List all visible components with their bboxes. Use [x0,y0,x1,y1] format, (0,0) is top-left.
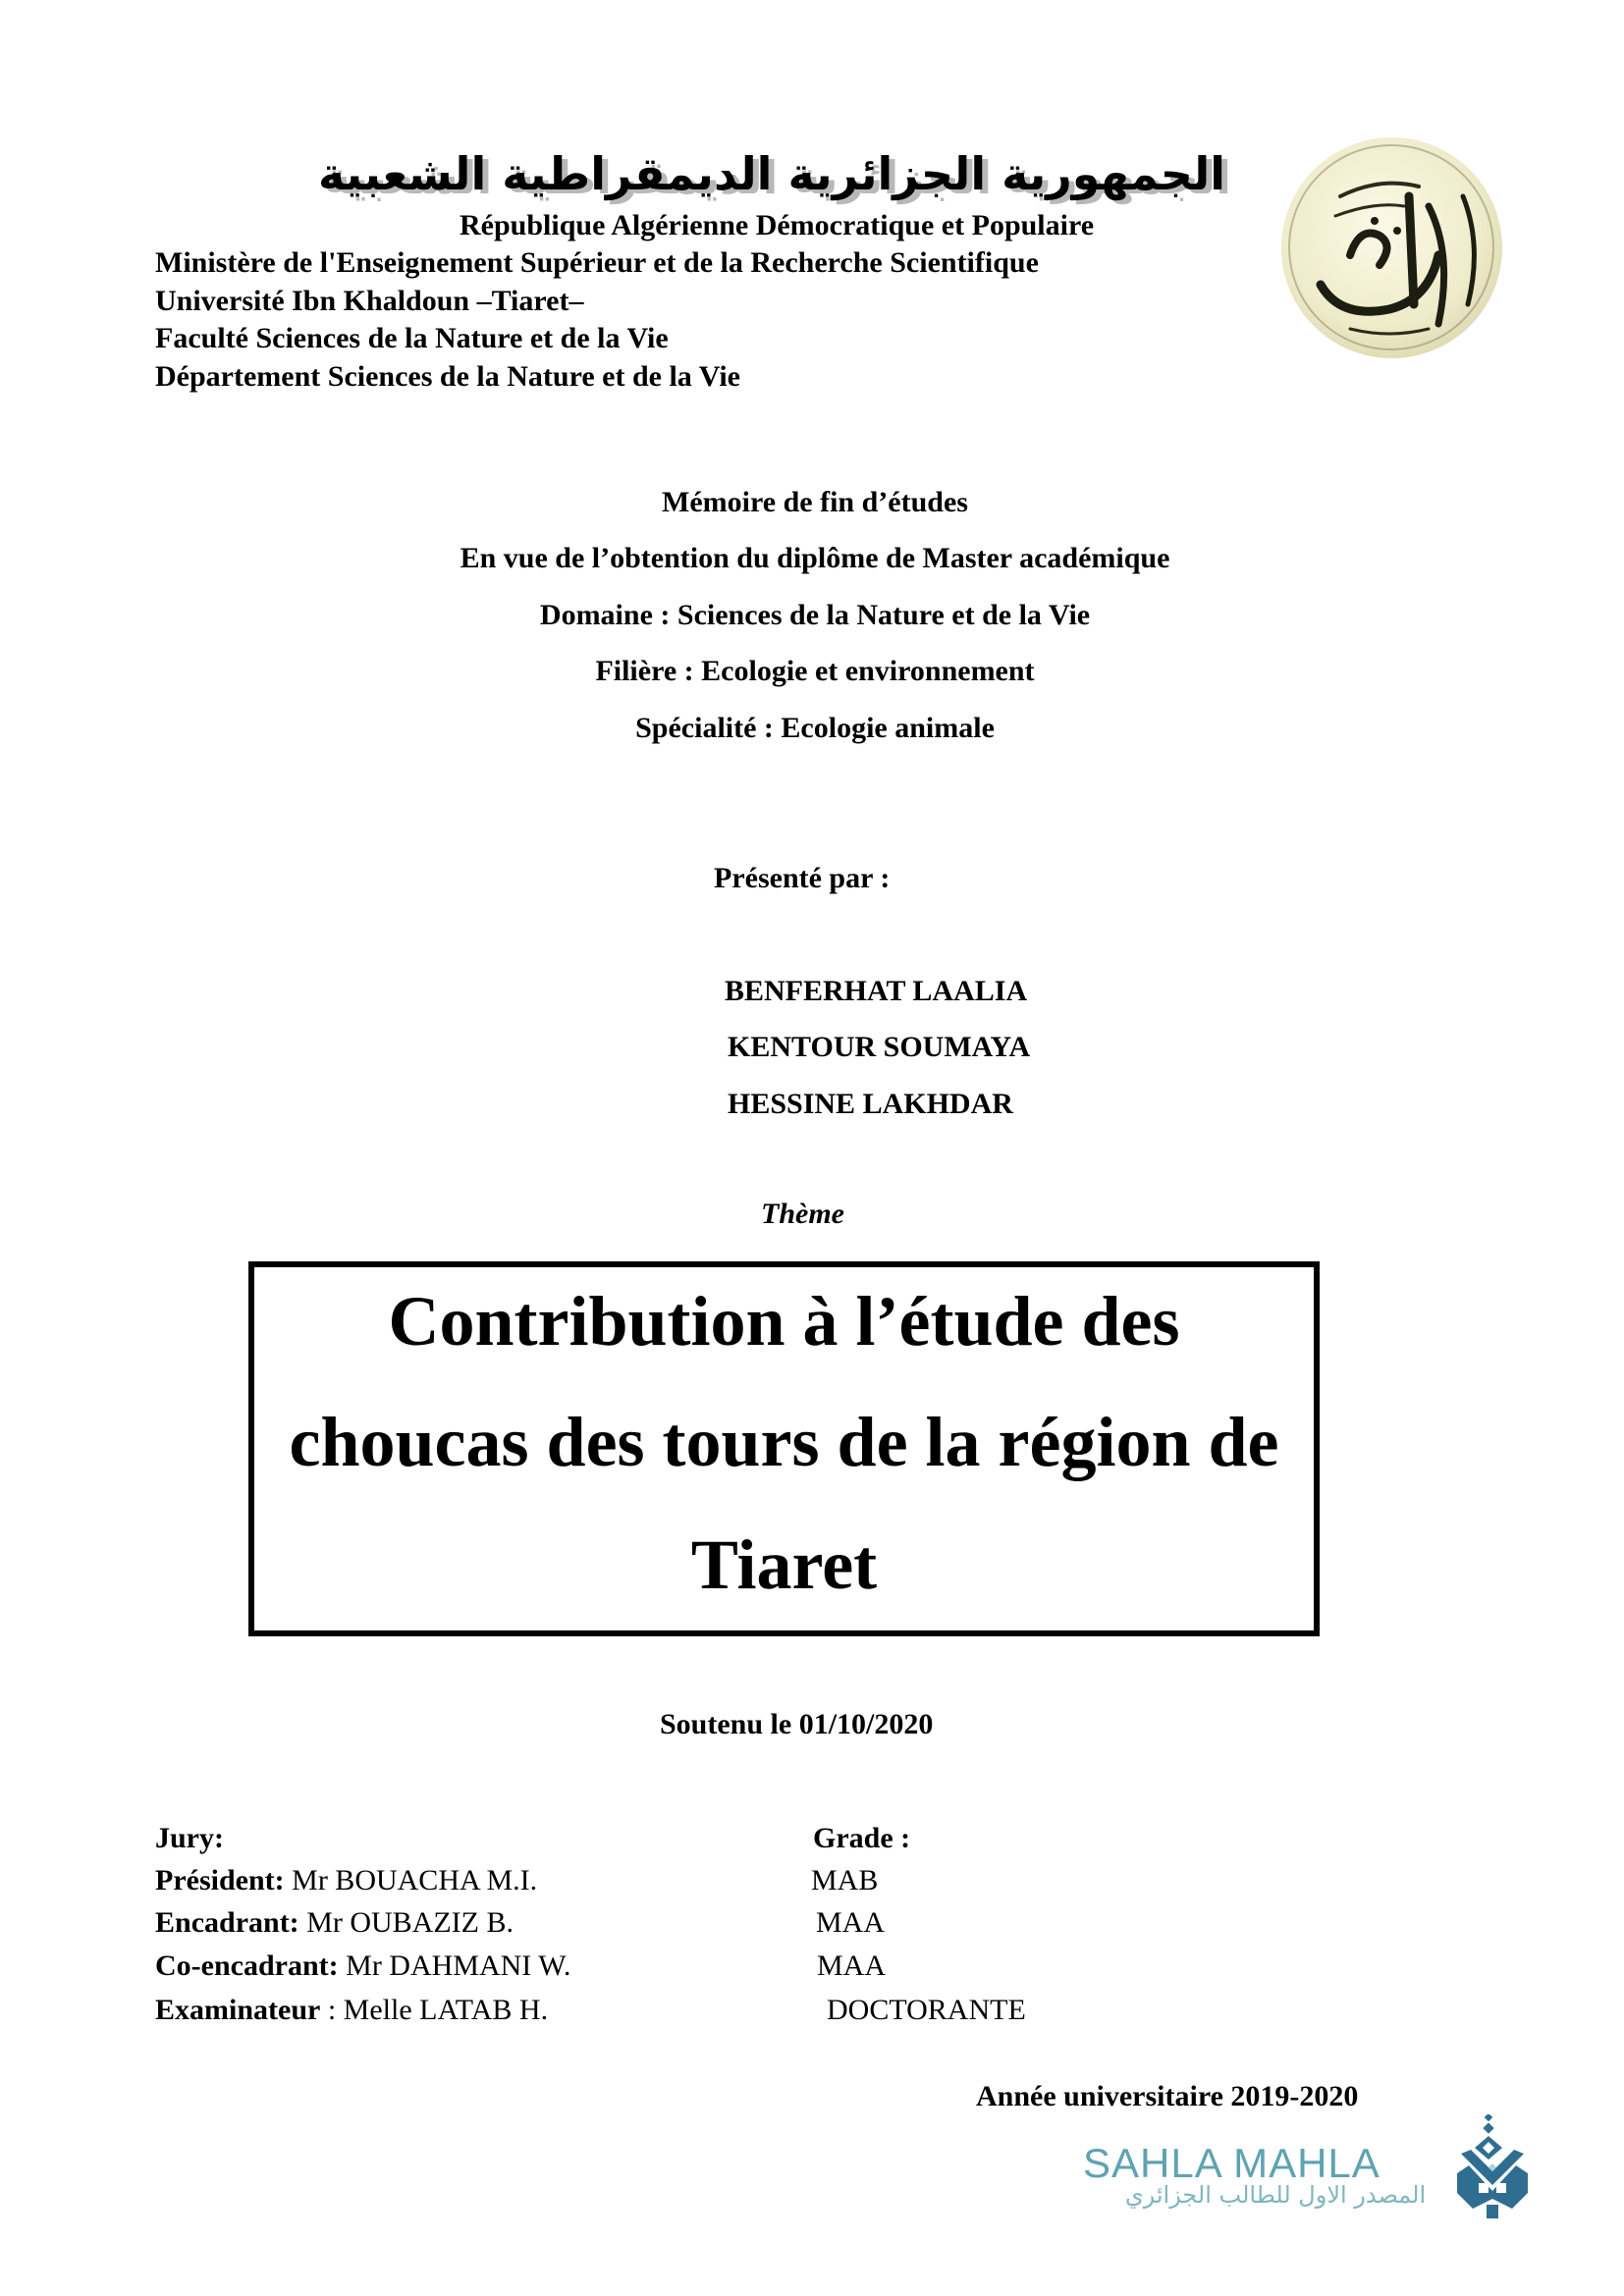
theme-label: Thème [761,1198,844,1230]
jury-role: Examinateur [155,1994,321,2026]
jury-grade: MAB [811,1864,879,1896]
jury-name: Mr BOUACHA M.I. [284,1864,538,1896]
university-seal-icon [1281,137,1502,358]
thesis-field: Filière : Ecologie et environnement [595,655,1035,687]
arabic-republic-title: الجمهورية الجزائرية الديمقراطية الشعبية [317,147,1225,200]
jury-role: Co-encadrant: [155,1949,339,1982]
author-name: BENFERHAT LAALIA [725,975,1028,1007]
grade-label: Grade : [813,1822,911,1854]
ministry-name: Ministère de l'Enseignement Supérieur et de la Recherche Scientifique [155,246,1039,279]
thesis-title-line: choucas des tours de la région de [289,1403,1279,1481]
jury-name: Mr DAHMANI W. [338,1949,571,1982]
thesis-domain: Domaine : Sciences de la Nature et de la Vie [539,599,1091,631]
thesis-title-box [248,1261,1320,1636]
jury-role: Encadrant: [155,1906,299,1939]
author-name: HESSINE LAKHDAR [728,1088,1013,1120]
author-name: KENTOUR SOUMAYA [728,1031,1031,1063]
jury-member-row [155,1866,537,1896]
thesis-title-line: Tiaret [690,1525,878,1604]
thesis-type: Mémoire de fin d’études [662,486,968,518]
jury-member-row [155,1908,514,1938]
thesis-specialty: Spécialité : Ecologie animale [635,712,995,744]
jury-grade: MAA [816,1906,886,1939]
academic-year: Année universitaire 2019-2020 [976,2080,1359,2112]
thesis-purpose: En vue de l’obtention du diplôme de Master académique [460,542,1170,574]
watermark-brand: SAHLA MAHLA [1083,2140,1380,2186]
jury-role: Président: [155,1864,285,1896]
republic-name: République Algérienne Démocratique et Populaire [460,209,1095,241]
jury-member-row [155,1996,548,2025]
department-name: Département Sciences de la Nature et de la Vie [155,360,740,393]
jury-name: : Melle LATAB H. [320,1994,549,2026]
university-name: Université Ibn Khaldoun –Tiaret– [155,285,584,317]
watermark-subtitle: المصدر الاول للطالب الجزائري [1124,2181,1427,2209]
sahla-mahla-emblem-icon [1457,2114,1528,2218]
jury-name: Mr OUBAZIZ B. [298,1906,514,1939]
jury-grade: DOCTORANTE [827,1994,1026,2026]
faculty-name: Faculté Sciences de la Nature et de la Vie [155,322,669,354]
jury-label: Jury: [155,1822,224,1854]
presented-by-label: Présenté par : [714,862,891,894]
thesis-title-line: Contribution à l’étude des [388,1282,1180,1361]
jury-grade: MAA [817,1949,887,1982]
jury-member-row [155,1951,570,1981]
defense-date: Soutenu le 01/10/2020 [660,1708,934,1740]
